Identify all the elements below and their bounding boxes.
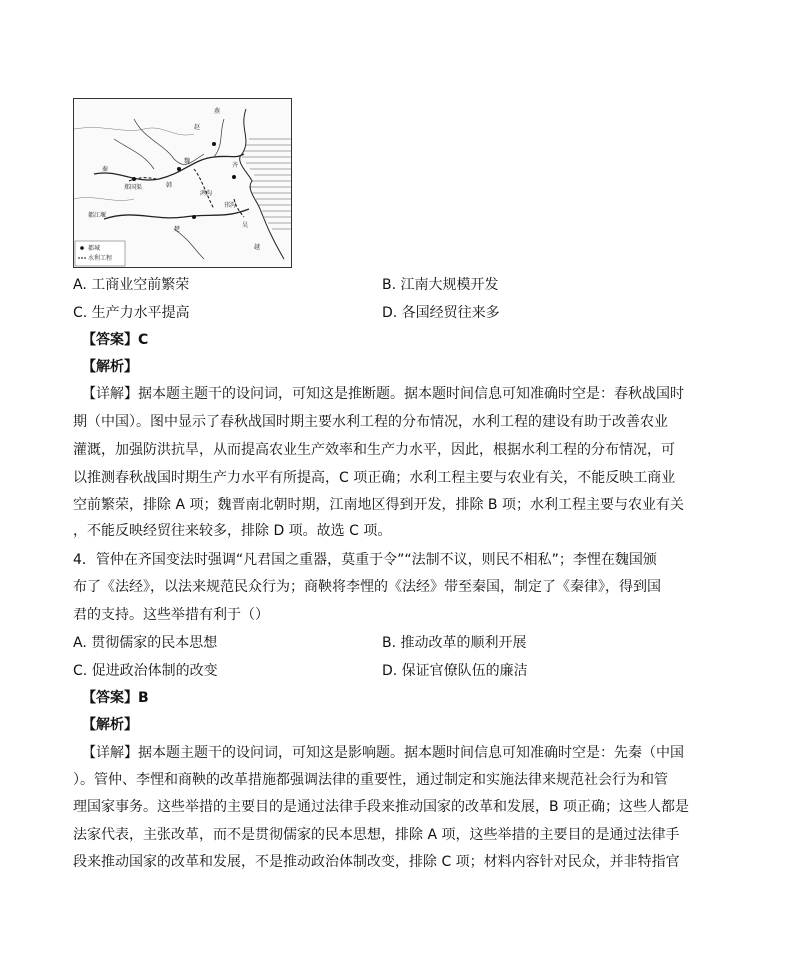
q4-option-d: D. 保证官僚队伍的廉洁 — [382, 663, 528, 679]
q3-detail-line: 以推测春秋战国时期生产力水平有所提高，C 项正确；水利工程主要与农业有关，不能反映工商业 — [73, 470, 676, 486]
map-place: 都江堰 — [88, 212, 107, 219]
map-place: 鸿沟 — [200, 190, 213, 197]
map-place: 燕 — [214, 108, 221, 115]
q3-answer: 【答案】C — [82, 332, 149, 348]
map-place: 韩 — [166, 182, 173, 189]
map-place: 齐 — [232, 162, 239, 169]
map-place: 郑国渠 — [124, 184, 143, 191]
q3-detail-line: ，不能反映经贸往来较多，排除 D 项。故选 C 项。 — [73, 523, 392, 539]
q3-analysis-title: 【解析】 — [82, 359, 138, 375]
map-place: 赵 — [194, 124, 201, 131]
map-place: 魏 — [184, 158, 191, 165]
q3-option-d: D. 各国经贸往来多 — [382, 305, 500, 321]
water-projects-map — [73, 98, 292, 268]
map-legend-capital: 都城 — [88, 245, 101, 252]
q3-detail-line: 【详解】据本题主题干的设问词，可知这是推断题。据本题时间信息可知准确时空是：春秋战国时 — [82, 386, 684, 402]
map-place: 吴 — [242, 222, 249, 229]
q4-option-b: B. 推动改革的顺利开展 — [382, 635, 527, 651]
q4-detail-line: 【详解】据本题主题干的设问词，可知这是影响题。据本题时间信息可知准确时空是：先秦（中国 — [82, 745, 684, 761]
q4-option-c: C. 促进政治体制的改变 — [73, 663, 218, 679]
map-legend-water: 水利工程 — [88, 255, 113, 262]
q4-detail-line: ）。管仲、李悝和商鞅的改革措施都强调法律的重要性，通过制定和实施法律来规范社会行为和管 — [73, 772, 668, 788]
q4-stem-line: 4．管仲在齐国变法时强调“凡君国之重器，莫重于令”“法制不议，则民不相私”；李悝在魏国颁 — [73, 552, 657, 568]
q3-detail-line: 灌溉，加强防洪抗旱，从而提高农业生产效率和生产力水平，因此，根据水利工程的分布情况，可 — [73, 442, 675, 458]
map-place: 越 — [254, 244, 261, 251]
map-place: 秦 — [102, 166, 109, 173]
q4-answer: 【答案】B — [82, 690, 149, 706]
map-place: 楚 — [174, 226, 181, 233]
q4-detail-line: 法家代表，主张改革，而不是贯彻儒家的民本思想，排除 A 项，这些举措的主要目的是通过法律手 — [73, 827, 680, 843]
q4-stem-line: 布了《法经》，以法来规范民众行为；商鞅将李悝的《法经》带至秦国，制定了《秦律》，得到国 — [73, 579, 661, 595]
map-place: 邗沟 — [224, 202, 237, 209]
q4-detail-line: 理国家事务。这些举措的主要目的是通过法律手段来推动国家的改革和发展，B 项正确；这些人都是 — [73, 799, 690, 815]
q3-option-c: C. 生产力水平提高 — [73, 305, 190, 321]
q3-detail-line: 空前繁荣，排除 A 项；魏晋南北朝时期，江南地区得到开发，排除 B 项；水利工程主要与农业有关 — [73, 497, 684, 513]
q4-detail-line: 段来推动国家的改革和发展，不是推动政治体制改变，排除 C 项；材料内容针对民众，并非特指官 — [73, 854, 680, 870]
q3-option-b: B. 江南大规模开发 — [382, 277, 499, 293]
q3-option-a: A. 工商业空前繁荣 — [73, 277, 190, 293]
q4-option-a: A. 贯彻儒家的民本思想 — [73, 635, 218, 651]
map-drawing — [74, 99, 291, 267]
q4-stem-line: 君的支持。这些举措有利于（） — [73, 607, 269, 623]
q3-detail-line: 期（中国）。图中显示了春秋战国时期主要水利工程的分布情况，水利工程的建设有助于改善农业 — [73, 414, 668, 430]
q4-analysis-title: 【解析】 — [82, 717, 138, 733]
